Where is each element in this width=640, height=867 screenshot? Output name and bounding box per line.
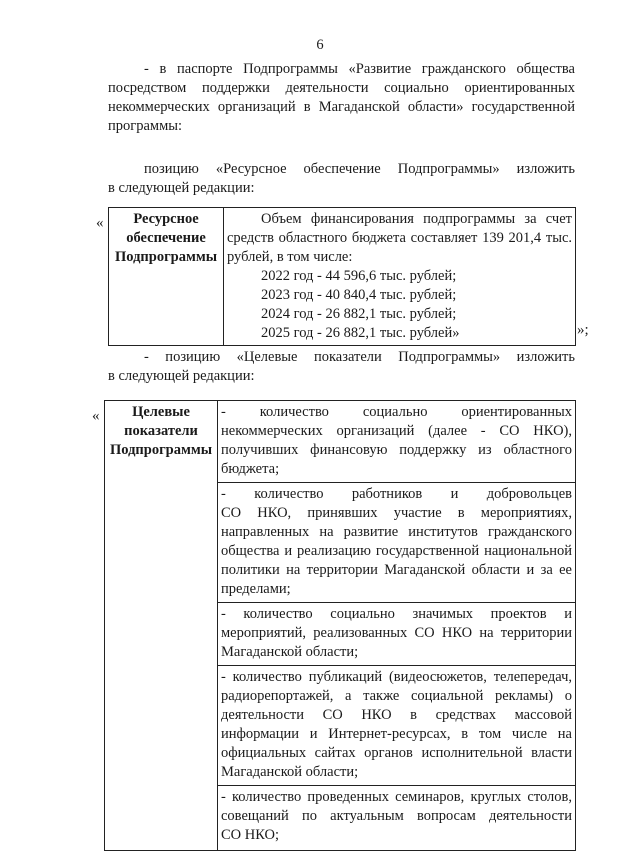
label-line: Подпрограммы (109, 442, 213, 458)
content-line: бюджета; (221, 461, 280, 477)
indicators-content-cell (218, 401, 576, 851)
content-line: Магаданской области; (221, 644, 359, 660)
content-line: рублей, в том числе: (227, 249, 353, 265)
content-line: мероприятий, реализованных СО НКО на территории (221, 625, 572, 641)
content-line: информации и Интернет-ресурсах, в том числе на (221, 726, 572, 742)
text-line: - в паспорте Подпрограммы «Развитие гражданского общества (144, 61, 575, 77)
content-line: некоммерческих организаций (далее - СО НКО), (221, 423, 572, 439)
text-line: - позицию «Целевые показатели Подпрограммы» изложить (144, 349, 575, 365)
intro-paragraph (108, 60, 575, 136)
indicators-table (104, 400, 576, 851)
text-line: посредством поддержки деятельности социально ориентированных (108, 80, 575, 96)
resource-content-cell (224, 208, 576, 346)
label-line: Подпрограммы (114, 249, 218, 265)
year-line: 2025 год - 26 882,1 тыс. рублей» (261, 325, 460, 341)
text-line: в следующей редакции: (108, 180, 255, 196)
close-quote: »; (577, 322, 589, 338)
indicator-item (218, 786, 575, 848)
open-quote: « (96, 215, 104, 231)
content-line: - количество социально значимых проектов и (221, 606, 572, 622)
instruction-paragraph-1 (108, 160, 575, 198)
text-line: позицию «Ресурсное обеспечение Подпрограммы» изложить (144, 161, 575, 177)
content-line: общества и реализацию государственной национальной (221, 543, 572, 559)
label-line: обеспечение (126, 230, 206, 246)
content-line: совещаний по актуальным вопросам деятельности (221, 808, 572, 824)
content-line: - количество публикаций (видеосюжетов, телепередач, (221, 669, 572, 685)
content-line: СО НКО, принявших участие в мероприятиях, (221, 505, 572, 521)
indicators-label-cell (105, 401, 218, 851)
text-line: программы: (108, 118, 183, 134)
resource-label-cell (109, 208, 224, 346)
content-line: - количество социально ориентированных (221, 404, 572, 420)
indicator-item (218, 401, 575, 483)
open-quote: « (92, 408, 100, 424)
text-line: в следующей редакции: (108, 368, 255, 384)
content-line: направленных на развитие институтов гражданского (221, 524, 572, 540)
instruction-paragraph-2 (108, 348, 575, 386)
content-line: деятельности СО НКО в средствах массовой (221, 707, 572, 723)
label-line: Целевые (132, 404, 190, 420)
label-line: показатели (124, 423, 198, 439)
year-line: 2022 год - 44 596,6 тыс. рублей; (261, 268, 457, 284)
year-line: 2024 год - 26 882,1 тыс. рублей; (261, 306, 457, 322)
content-line: политики на территории Магаданской области и за ее (221, 562, 572, 578)
label-line: Ресурсное (133, 211, 199, 227)
content-line: получивших финансовую поддержку из областного (221, 442, 572, 458)
page-number: 6 (316, 37, 324, 53)
text-line: некоммерческих организаций в Магаданской области» государственной (108, 99, 575, 115)
content-line: СО НКО; (221, 827, 280, 843)
resource-table (108, 207, 576, 346)
content-line: - количество работников и добровольцев (221, 486, 572, 502)
content-line: - количество проведенных семинаров, круглых столов, (221, 789, 572, 805)
indicator-item (218, 603, 575, 666)
content-line: Объем финансирования подпрограммы за счет (261, 211, 572, 227)
content-line: официальных сайтах органов исполнительной власти (221, 745, 572, 761)
content-line: пределами; (221, 581, 291, 597)
content-line: средств областного бюджета составляет 139 201,4 тыс. (227, 230, 572, 246)
year-line: 2023 год - 40 840,4 тыс. рублей; (261, 287, 457, 303)
content-line: Магаданской области; (221, 764, 359, 780)
content-line: радиорепортажей, а также социальной рекламы) о (221, 688, 572, 704)
indicator-item (218, 483, 575, 603)
indicator-item (218, 666, 575, 786)
